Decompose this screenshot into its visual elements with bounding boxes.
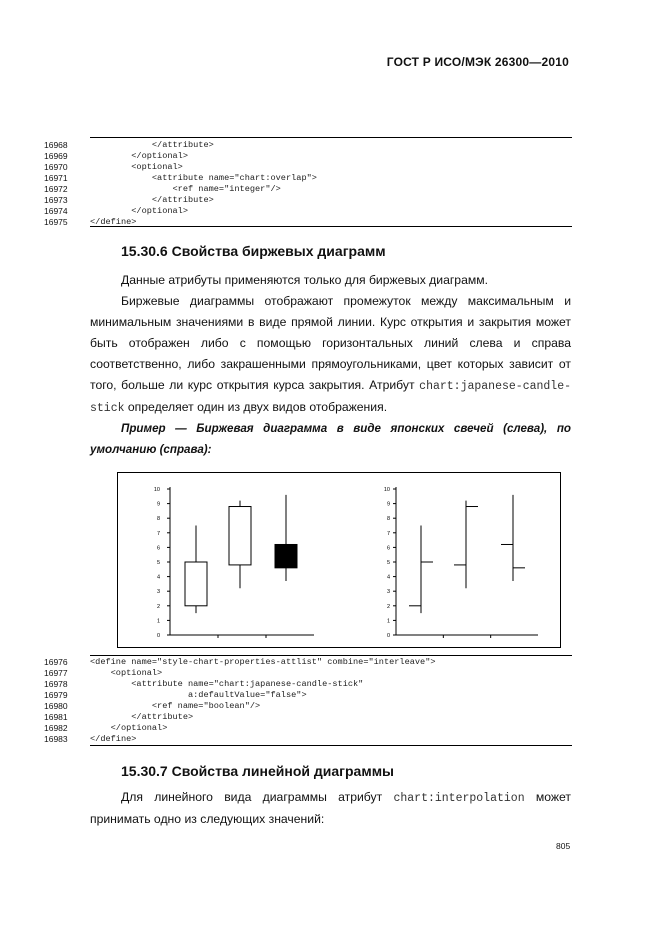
- y-tick-label: 4: [156, 574, 160, 581]
- paragraph-description: [90, 291, 571, 419]
- stock-chart-frame: [117, 472, 561, 648]
- code-top-rule: [90, 137, 572, 138]
- y-tick-label: 10: [153, 487, 160, 493]
- y-tick-label: 0: [156, 633, 160, 639]
- example-text: Пример — Биржевая диаграмма в виде японских свечей (слева), по умолчанию (справа):: [90, 422, 571, 456]
- code-top-rule: [90, 655, 572, 656]
- y-tick-label: 5: [156, 560, 160, 566]
- line-number: 16975: [44, 217, 68, 227]
- inline-code: chart:japanese-candle-stick: [90, 380, 571, 415]
- candle-body: [229, 507, 251, 565]
- code-text: </optional>: [90, 206, 188, 216]
- code-text: <optional>: [90, 162, 183, 172]
- y-tick-label: 9: [386, 501, 390, 508]
- y-tick-label: 8: [386, 516, 390, 523]
- paragraph-intro: [90, 270, 571, 291]
- code-text: a:defaultValue="false">: [90, 690, 307, 700]
- section-heading: 15.30.6 Свойства биржевых диаграмм: [121, 243, 386, 259]
- code-text: </optional>: [90, 723, 168, 733]
- line-number: 16981: [44, 712, 68, 722]
- section-heading: 15.30.7 Свойства линейной диаграммы: [121, 763, 394, 779]
- stock-charts-svg: [118, 473, 560, 647]
- y-tick-label: 2: [156, 603, 160, 610]
- line-number: 16969: [44, 151, 68, 161]
- document-header: ГОСТ Р ИСО/МЭК 26300—2010: [386, 55, 569, 69]
- line-number: 16971: [44, 173, 68, 183]
- y-tick-label: 6: [156, 545, 160, 552]
- code-listing-1: [44, 137, 572, 229]
- line-number: 16983: [44, 734, 68, 744]
- code-text: <ref name="integer"/>: [90, 184, 281, 194]
- code-text: </define>: [90, 217, 137, 227]
- line-number: 16976: [44, 657, 68, 667]
- line-number: 16968: [44, 140, 68, 150]
- code-text: <ref name="boolean"/>: [90, 701, 261, 711]
- code-text: <optional>: [90, 668, 163, 678]
- y-tick-label: 9: [156, 501, 160, 508]
- page-number: 805: [556, 841, 571, 851]
- line-number: 16982: [44, 723, 68, 733]
- code-text: </attribute>: [90, 195, 214, 205]
- paragraph-text: Биржевые диаграммы отображают промежуток между максимальным и минимальным значениями в виде прямой линии. Курс открытия и закрытия может быть отображен либо с помощью горизонтальных линий слева и справа соответственно, либо закрашенными прямоугольниками, цвет которых зависит от того, больше ли курс открытия курса закрытия. Атрибут: [90, 294, 571, 392]
- y-tick-label: 1: [156, 618, 160, 625]
- y-tick-label: 2: [386, 603, 390, 610]
- paragraph-text: определяет один из двух видов отображения.: [124, 400, 388, 414]
- y-tick-label: 8: [156, 516, 160, 523]
- code-bottom-rule: [90, 745, 572, 746]
- y-tick-label: 7: [156, 530, 160, 537]
- line-number: 16979: [44, 690, 68, 700]
- paragraph-text: Для линейного вида диаграммы атрибут: [121, 790, 394, 804]
- y-tick-label: 5: [386, 560, 390, 566]
- code-text: </define>: [90, 734, 137, 744]
- line-number: 16977: [44, 668, 68, 678]
- code-bottom-rule: [90, 226, 572, 227]
- y-tick-label: 3: [386, 589, 390, 596]
- line-number: 16974: [44, 206, 68, 216]
- paragraph-text: может принимать одно из следующих значений:: [90, 790, 571, 826]
- line-number: 16972: [44, 184, 68, 194]
- code-text: <attribute name="chart:overlap">: [90, 173, 317, 183]
- line-number: 16978: [44, 679, 68, 689]
- inline-code: chart:interpolation: [393, 792, 525, 805]
- candle-body: [275, 544, 297, 567]
- code-text: </attribute>: [90, 712, 194, 722]
- line-number: 16973: [44, 195, 68, 205]
- y-tick-label: 6: [386, 545, 390, 552]
- y-tick-label: 7: [386, 530, 390, 537]
- y-tick-label: 10: [383, 487, 390, 493]
- code-text: <attribute name="chart:japanese-candle-stick": [90, 679, 364, 689]
- line-number: 16980: [44, 701, 68, 711]
- code-text: </optional>: [90, 151, 188, 161]
- candle-body: [185, 562, 207, 606]
- y-tick-label: 3: [156, 589, 160, 596]
- code-text: <define name="style-chart-properties-attlist" combine="interleave">: [90, 657, 436, 667]
- paragraph-text: Данные атрибуты применяются только для биржевых диаграмм.: [121, 273, 489, 287]
- paragraph-interpolation: [90, 787, 571, 830]
- y-tick-label: 4: [386, 574, 390, 581]
- line-number: 16970: [44, 162, 68, 172]
- example-caption: [90, 418, 571, 460]
- y-tick-label: 1: [386, 618, 390, 625]
- code-text: </attribute>: [90, 140, 214, 150]
- y-tick-label: 0: [386, 633, 390, 639]
- code-listing-2: [44, 652, 572, 748]
